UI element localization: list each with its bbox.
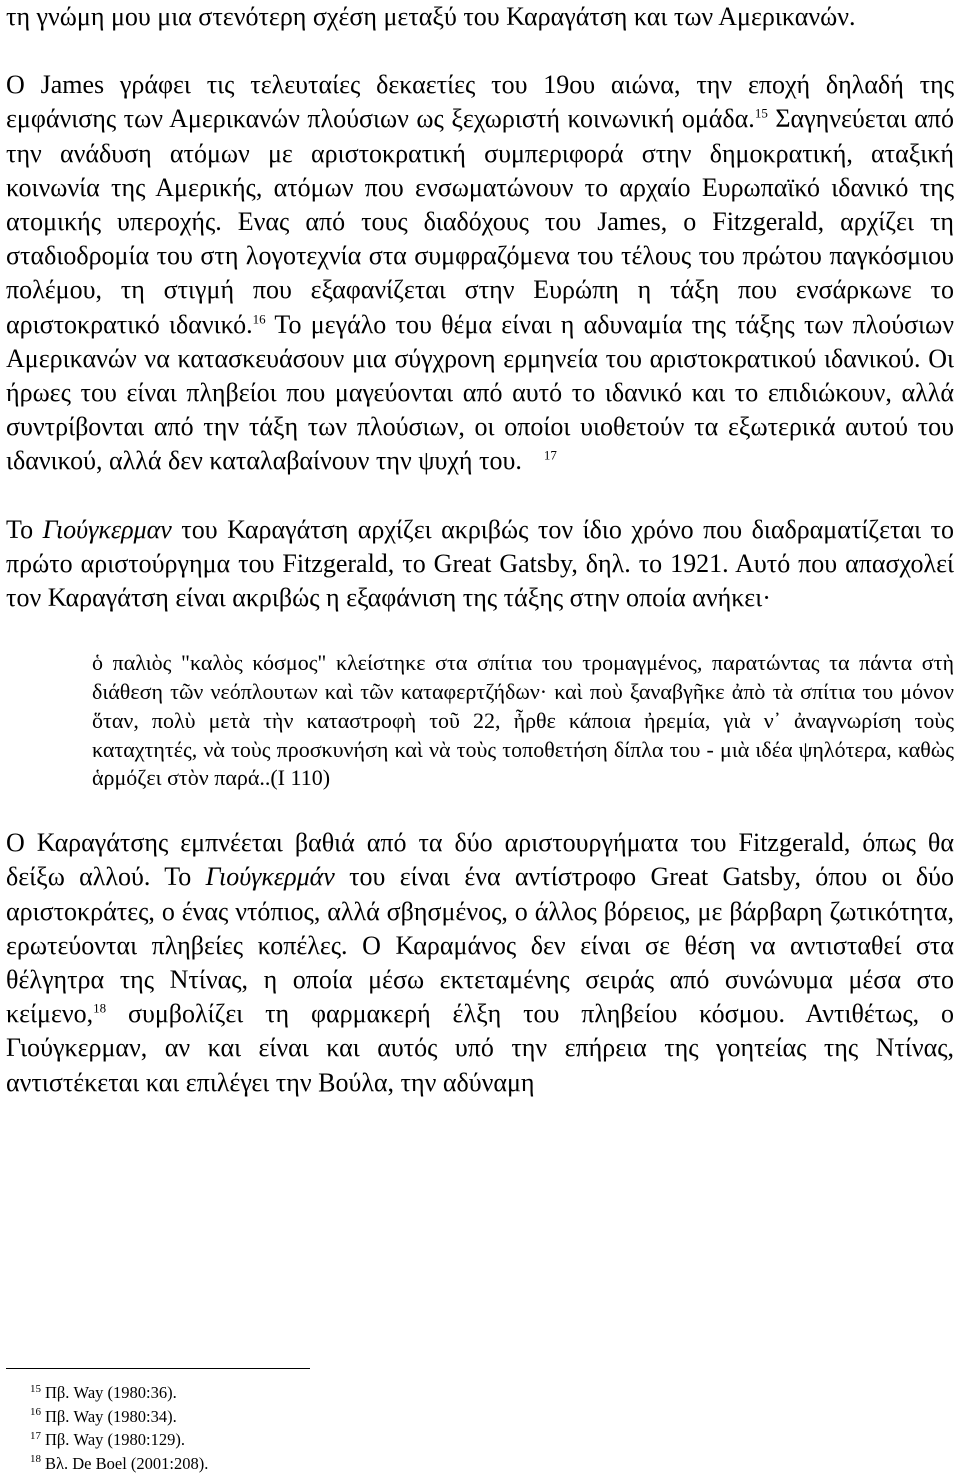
footnote-item <box>30 1381 954 1405</box>
paragraph-text: Σαγηνεύεται από την ανάδυση ατόμων με αριστοκρατική συμπεριφορά στην δημοκρατική, αταξική κοινωνία της Αμερικής, ατόμων που ενσωματώνουν το αρχαίο Ευρωπαϊκό ιδανικό της ατομικής υπεροχής. Ενας από τους διαδόχους του James, ο Fitzgerald, αρχίζει τη σταδιοδρομία του στη λογοτεχνία στα συμφραζόμενα του τέλους του πρώτου παγκόσμιου πολέμου, τη στιγμή που εξαφανίζεται στην Ευρώπη η τάξη που ενσάρκωνε το αριστοκρατικό ιδανικό. <box>6 104 954 338</box>
paragraph-text: συμβολίζει τη φαρμακερή έλξη του πληβείου κόσμου. Αντιθέτως, ο Γιούγκερμαν, αν και είναι και αυτός υπό την επήρεια της γοητείας της Ντίνας, αντιστέκεται και επιλέγει την Βούλα, την αδύναμη <box>6 999 954 1096</box>
paragraph-karagatsis <box>6 826 954 1100</box>
footnote-ref-17[interactable]: 17 <box>544 448 557 463</box>
footnote-number: 18 <box>30 1453 41 1465</box>
footnote-item <box>30 1405 954 1429</box>
paragraph-text: του είναι ένα αντίστροφο Great Gatsby, όπου οι δύο αριστοκράτες, ο ένας ντόπιος, αλλά σβησμένος, ο άλλος βόρειος, με βάρβαρη ζωτικότητα, ερωτεύονται πληβείες κοπέλες. Ο Καραμάνος δεν είναι σε θέση να αντισταθεί στα θέλγητρα της Ντίνας, η οποία μέσω εκτεταμένης σειράς από συνώνυμα μέσα στο κείμενο, <box>6 862 954 1028</box>
paragraph-james <box>6 68 954 478</box>
footnote-text: Πβ. Way (1980:36). <box>45 1383 177 1402</box>
paragraph-intro <box>6 0 954 34</box>
footnote-ref-18[interactable]: 18 <box>93 1001 106 1016</box>
paragraph-text: Ο James γράφει τις τελευταίες δεκαετίες του 19ου αιώνα, την εποχή δηλαδή της εμφάνισης των Αμερικανών πλούσιων ως ξεχωριστή κοινωνική ομάδα. <box>6 70 954 133</box>
paragraph-text: Το <box>6 515 43 544</box>
footnote-item <box>30 1428 954 1452</box>
block-quote <box>92 649 954 793</box>
footnote-ref-15[interactable]: 15 <box>755 106 768 121</box>
paragraph-text: τη γνώμη μου μια στενότερη σχέση μεταξύ του Καραγάτση και των Αμερικανών. <box>6 2 855 31</box>
italic-title: Γιούγκερμαν <box>43 515 172 544</box>
quote-text: ὁ παλιὸς "καλὸς κόσμος" κλείστηκε στα σπίτια του τρομαγμένος, παρατώντας τα πάντα στὴ διάθεση τῶν νεόπλουτων καὶ τῶν καταφερτζήδων· καὶ ποὺ ξαναβγῆκε ἀπὸ τὰ σπίτια του μόνον ὅταν, πολὺ μετὰ τὴν καταστροφὴ τοῦ 22, ἦρθε κάποια ἠρεμία, γιὰ ν᾿ ἀναγνωρίση τοὺς καταχτητές, νὰ τοὺς προσκυνήση καὶ νὰ τοὺς τοποθετήση δίπλα του - μιὰ ιδέα ψηλότερα, καθὼς ἁρμόζει στὸν παρά..(Ι 110) <box>92 650 954 790</box>
footnote-text: Βλ. De Boel (2001:208). <box>45 1454 208 1473</box>
footnote-ref-16[interactable]: 16 <box>253 311 266 326</box>
footnote-item <box>30 1452 954 1475</box>
paragraph-text: Ο Καραγάτσης εμπνέεται βαθιά από τα δύο αριστουργήματα του Fitzgerald, όπως θα δείξω αλλού. Το <box>6 828 954 891</box>
footnote-text: Πβ. Way (1980:34). <box>45 1407 177 1426</box>
paragraph-gjugerman <box>6 513 954 616</box>
paragraph-text: Το μεγάλο του θέμα είναι η αδυναμία της τάξης των πλούσιων Αμερικανών να κατασκευάσουν μια σύγχρονη ερμηνεία του αριστοκρατικού ιδανικού. Οι ήρωες του είναι πληβείοι που μαγεύονται από αυτό το ιδανικό και το επιδιώκουν, αλλά συντρίβονται από την τάξη των πλούσιων, οι οποίοι υιοθετούν τα εξωτερικά αυτού του ιδανικού, αλλά δεν καταλαβαίνουν την ψυχή του. <box>6 310 954 476</box>
italic-title: Γιούγκερμάν <box>206 862 335 891</box>
footnotes-section <box>6 1368 954 1475</box>
footnote-text: Πβ. Way (1980:129). <box>45 1430 185 1449</box>
footnote-number: 15 <box>30 1383 41 1395</box>
footnote-number: 17 <box>30 1430 41 1442</box>
footnote-divider <box>6 1368 310 1369</box>
footnote-number: 16 <box>30 1406 41 1418</box>
paragraph-text: του Καραγάτση αρχίζει ακριβώς τον ίδιο χρόνο που διαδραματίζεται το πρώτο αριστούργημα του Fitzgerald, το Great Gatsby, δηλ. το 1921. Αυτό που απασχολεί τον Καραγάτση είναι ακριβώς η εξαφάνιση της τάξης στην οποία ανήκει· <box>6 515 954 612</box>
